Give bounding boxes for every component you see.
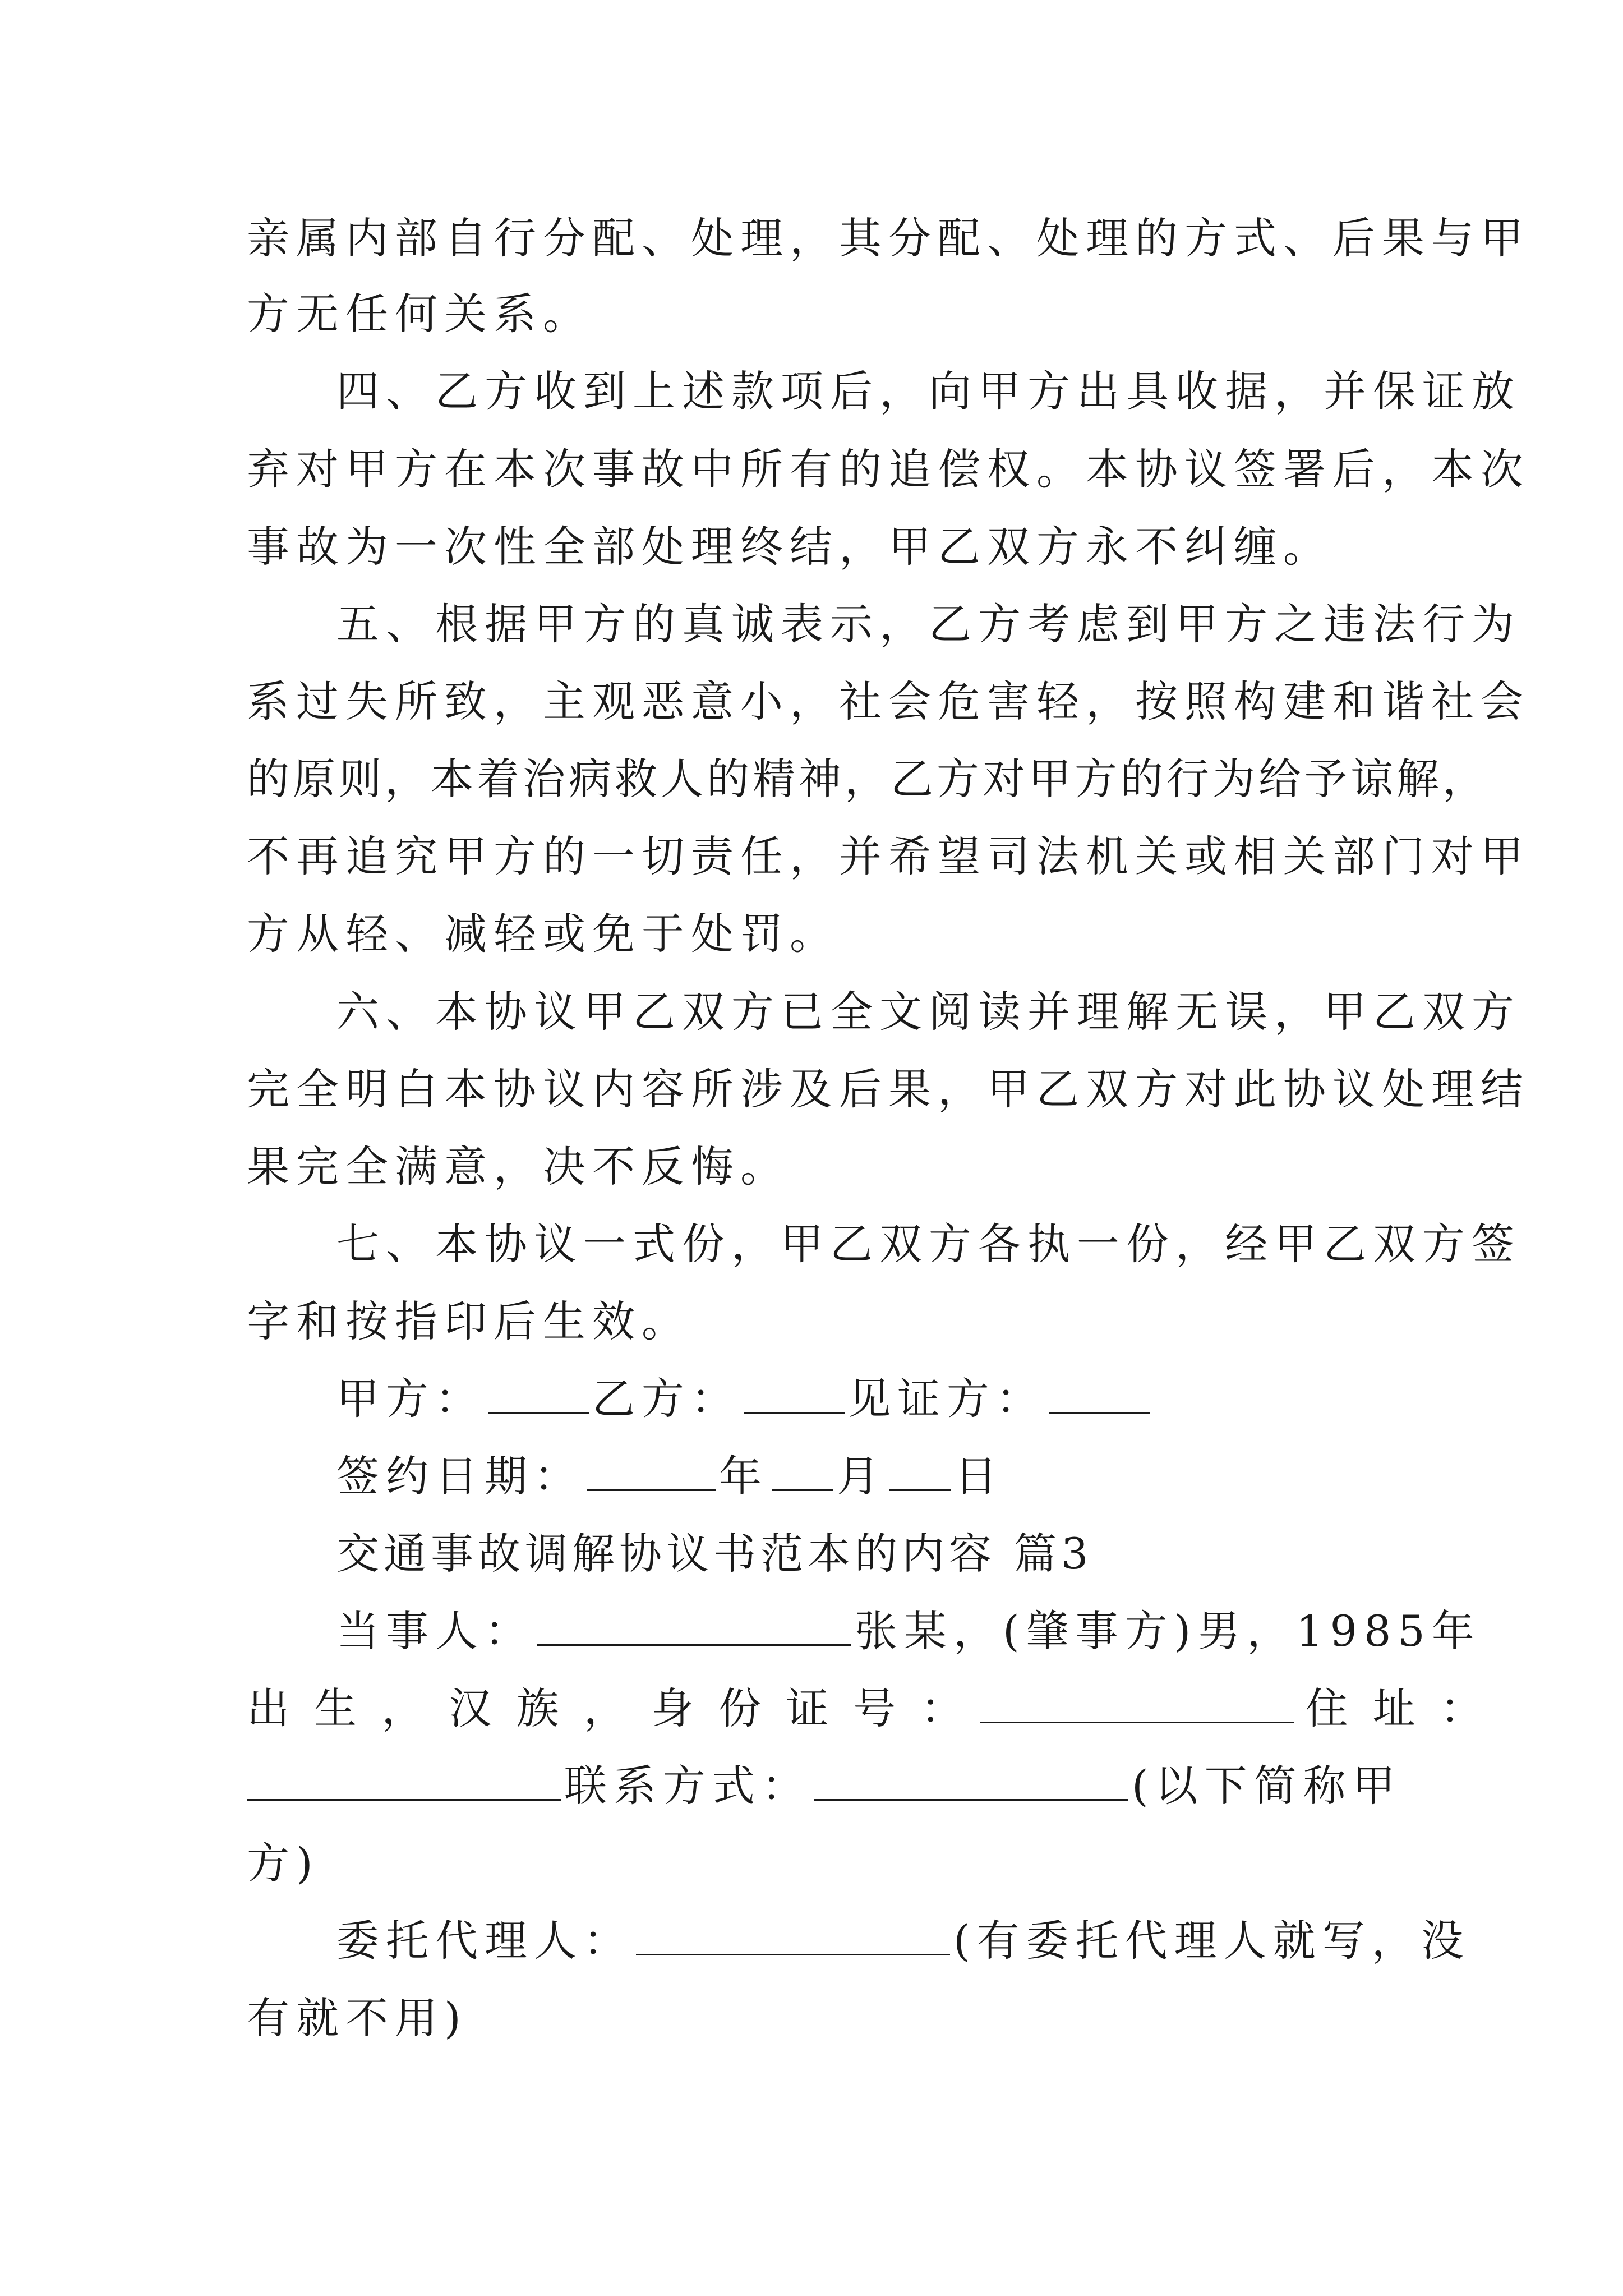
year-blank[interactable] (587, 1449, 716, 1491)
paragraph-line: 七、本协议一式份，甲乙双方各执一份，经甲乙双方签 (336, 1219, 1521, 1269)
paragraph-line: 字和按指印后生效。 (247, 1296, 691, 1346)
contact-blank[interactable] (814, 1759, 1128, 1801)
paragraph-line: 方无任何关系。 (247, 289, 592, 339)
address-label: 住 址 ： (1305, 1683, 1488, 1733)
paragraph-line: 果完全满意，决不反悔。 (247, 1142, 790, 1191)
party-b-label: 乙方： (592, 1374, 740, 1424)
month-blank[interactable] (772, 1449, 833, 1491)
agent-note-end: 有就不用) (247, 1993, 468, 2043)
party-name-blank[interactable] (537, 1604, 851, 1646)
paragraph-line: 的原则，本着治病救人的精神，乙方对甲方的行为给予谅解， (247, 754, 1488, 804)
day-blank[interactable] (889, 1449, 951, 1491)
witness-blank[interactable] (1049, 1372, 1150, 1414)
contact-label: 联系方式： (564, 1761, 811, 1811)
paragraph-line: 方从轻、减轻或免于处罚。 (247, 909, 839, 959)
abbreviation-note-end: 方) (247, 1838, 320, 1888)
agent-row (336, 1913, 1470, 1969)
paragraph-line: 五、根据甲方的真诚表示，乙方考虑到甲方之违法行为 (336, 599, 1521, 649)
month-label: 月 (837, 1451, 886, 1501)
party-desc: 张某，(肇事方)男，1985年 (855, 1606, 1481, 1656)
party-row (336, 1603, 1481, 1659)
sign-date-label: 签约日期： (336, 1451, 583, 1501)
section-title: 交通事故调解协议书范本的内容 篇3 (336, 1529, 1093, 1579)
year-label: 年 (719, 1451, 768, 1501)
paragraph-line: 事故为一次性全部处理终结，甲乙双方永不纠缠。 (247, 522, 1332, 572)
id-row (247, 1681, 1488, 1737)
day-label: 日 (955, 1451, 1004, 1501)
party-b-blank[interactable] (744, 1372, 845, 1414)
paragraph-line: 四、乙方收到上述款项后，向甲方出具收据，并保证放 (336, 366, 1521, 416)
party-a-label: 甲方： (336, 1374, 485, 1424)
paragraph-line: 六、本协议甲乙双方已全文阅读并理解无误，甲乙双方 (336, 987, 1521, 1037)
paragraph-line: 亲属内部自行分配、处理，其分配、处理的方式、后果与甲 (247, 213, 1530, 263)
agent-blank[interactable] (636, 1913, 950, 1955)
paragraph-line: 弃对甲方在本次事故中所有的追偿权。本协议签署后，本次 (247, 444, 1530, 494)
paragraph-line: 不再追究甲方的一切责任，并希望司法机关或相关部门对甲 (247, 831, 1530, 881)
address-blank[interactable] (247, 1759, 561, 1801)
party-label: 当事人： (336, 1606, 534, 1656)
contact-row (247, 1758, 1402, 1814)
id-number-blank[interactable] (980, 1681, 1294, 1723)
birth-ethnicity-id-label: 出 生 ， 汉 族 ， 身 份 证 号 ： (247, 1683, 969, 1733)
signature-row (336, 1371, 1153, 1427)
agent-note: (有委托代理人就写，没 (953, 1916, 1470, 1966)
sign-date-row (336, 1448, 1004, 1504)
paragraph-line: 系过失所致，主观恶意小，社会危害轻，按照构建和谐社会 (247, 677, 1530, 726)
party-a-blank[interactable] (488, 1372, 589, 1414)
paragraph-line: 完全明白本协议内容所涉及后果，甲乙双方对此协议处理结 (247, 1064, 1530, 1114)
abbreviation-note: (以下简称甲 (1132, 1761, 1402, 1811)
witness-label: 见证方： (848, 1374, 1045, 1424)
agent-label: 委托代理人： (336, 1916, 633, 1966)
